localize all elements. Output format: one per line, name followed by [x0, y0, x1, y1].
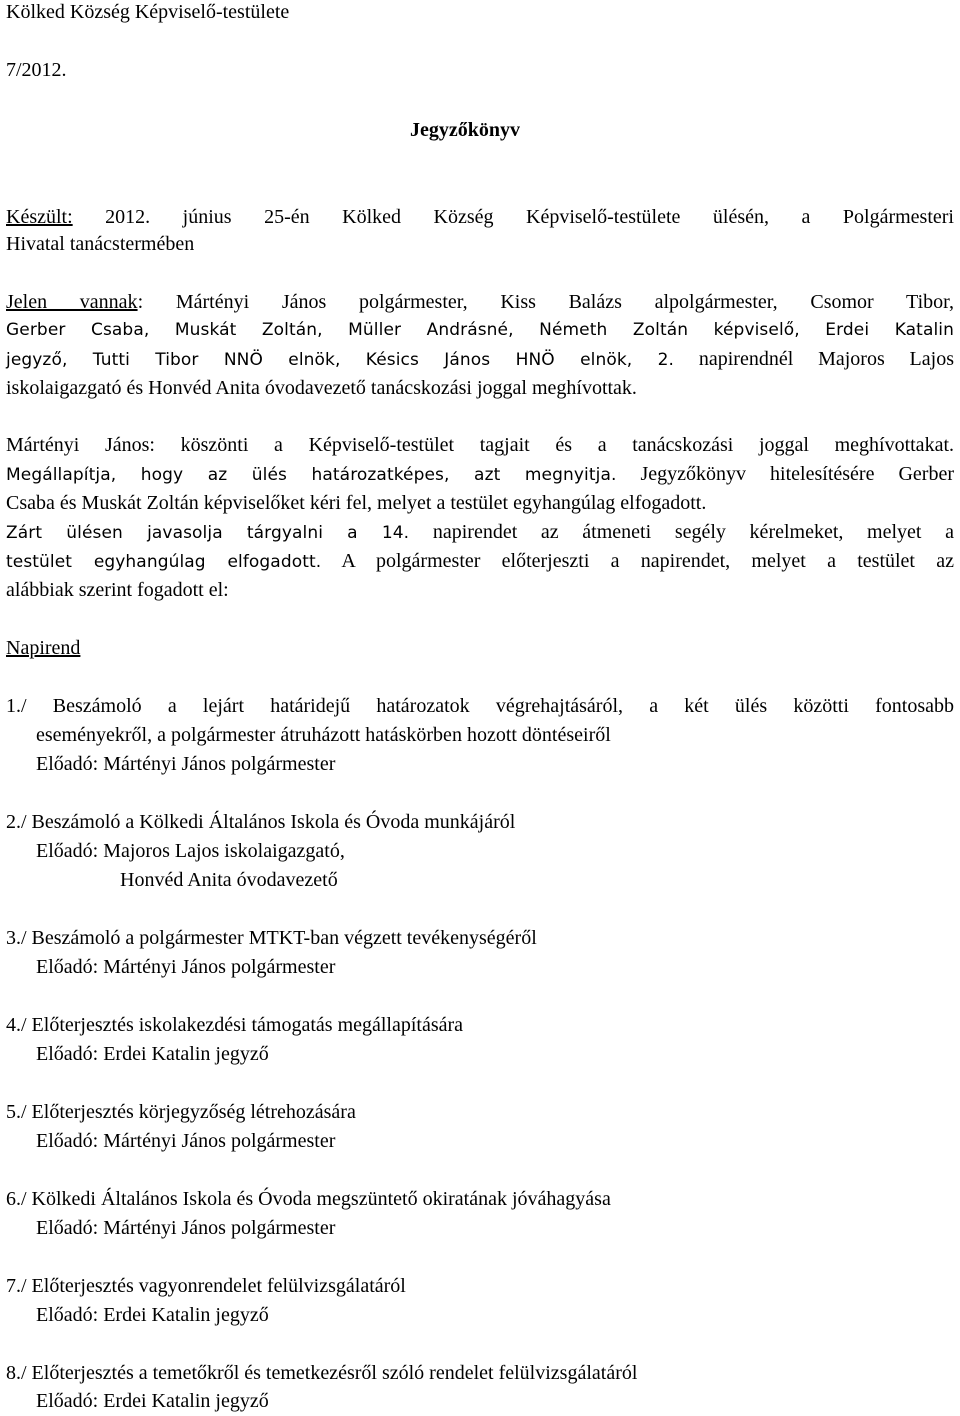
opening-line-4: Zárt ülésen javasolja tárgyalni a 14. napirendet az átmeneti segély kérelmeket, melyet a [6, 521, 954, 543]
agenda-item-3-title: 3./ Beszámoló a polgármester MTKT-ban végzett tevékenységéről [6, 927, 537, 949]
agenda-item-6-title: 6./ Kölkedi Általános Iskola és Óvoda megszüntető okiratának jóváhagyása [6, 1188, 611, 1210]
page-title: Jegyzőkönyv [410, 119, 520, 141]
opening-line-5: testület egyhangúlag elfogadott. A polgármester előterjeszti a napirendet, melyet a testület az [6, 550, 954, 572]
agenda-item-2-presenter: Előadó: Majoros Lajos iskolaigazgató, [36, 840, 345, 862]
intro-label: Készült: [6, 206, 73, 228]
document-number: 7/2012. [6, 59, 67, 81]
agenda-item-7-presenter: Előadó: Erdei Katalin jegyző [36, 1304, 269, 1326]
present-line-4: iskolaigazgató és Honvéd Anita óvodavezető tanácskozási joggal meghívottak. [6, 377, 637, 399]
agenda-item-7-title: 7./ Előterjesztés vagyonrendelet felülvizsgálatáról [6, 1275, 406, 1297]
opening-line-2: Megállapítja, hogy az ülés határozatképes, azt megnyitja. Jegyzőkönyv hitelesítésére Gerber [6, 463, 954, 485]
agenda-item-2-presenter-2: Honvéd Anita óvodavezető [120, 869, 338, 891]
agenda-item-1-presenter: Előadó: Mártényi János polgármester [36, 753, 336, 775]
agenda-item-4-presenter: Előadó: Erdei Katalin jegyző [36, 1043, 269, 1065]
opening-line-6: alábbiak szerint fogadott el: [6, 579, 229, 601]
intro-line-1: Készült: 2012. június 25-én Kölked Község Képviselő-testülete ülésén, a Polgármesteri [6, 206, 954, 228]
agenda-item-8-presenter: Előadó: Erdei Katalin jegyző [36, 1390, 269, 1412]
agenda-item-4-title: 4./ Előterjesztés iskolakezdési támogatás megállapítására [6, 1014, 464, 1036]
intro-line-2: Hivatal tanácstermében [6, 233, 195, 255]
agenda-item-2-title: 2./ Beszámoló a Kölkedi Általános Iskola és Óvoda munkájáról [6, 811, 516, 833]
agenda-item-8-title: 8./ Előterjesztés a temetőkről és temetkezésről szóló rendelet felülvizsgálatáról [6, 1362, 638, 1384]
agenda-item-6-presenter: Előadó: Mártényi János polgármester [36, 1217, 336, 1239]
agenda-heading: Napirend [6, 637, 81, 659]
agenda-item-3-presenter: Előadó: Mártényi János polgármester [36, 956, 336, 978]
agenda-item-5-presenter: Előadó: Mártényi János polgármester [36, 1130, 336, 1152]
opening-line-1: Mártényi János: köszönti a Képviselő-testület tagjait és a tanácskozási joggal meghívottakat. [6, 434, 954, 456]
present-line-2: Gerber Csaba, Muskát Zoltán, Müller Andrásné, Németh Zoltán képviselő, Erdei Katalin [6, 320, 954, 340]
opening-line-3: Csaba és Muskát Zoltán képviselőket kéri fel, melyet a testület egyhangúlag elfogadott. [6, 492, 707, 514]
present-line-3: jegyző, Tutti Tibor NNÖ elnök, Késics János HNÖ elnök, 2. napirendnél Majoros Lajos [6, 348, 954, 370]
agenda-item-1-title-1: 1./ Beszámoló a lejárt határidejű határozatok végrehajtásáról, a két ülés közötti fontosabb [6, 695, 954, 717]
council-name: Kölked Község Képviselő-testülete [6, 1, 290, 23]
present-line-1: Jelen vannak: Mártényi János polgármester, Kiss Balázs alpolgármester, Csomor Tibor, [6, 291, 954, 313]
agenda-item-5-title: 5./ Előterjesztés körjegyzőség létrehozására [6, 1101, 356, 1123]
agenda-item-1-title-2: eseményekről, a polgármester átruházott hatáskörben hozott döntéseiről [36, 724, 611, 746]
present-label: Jelen vannak [6, 291, 138, 313]
